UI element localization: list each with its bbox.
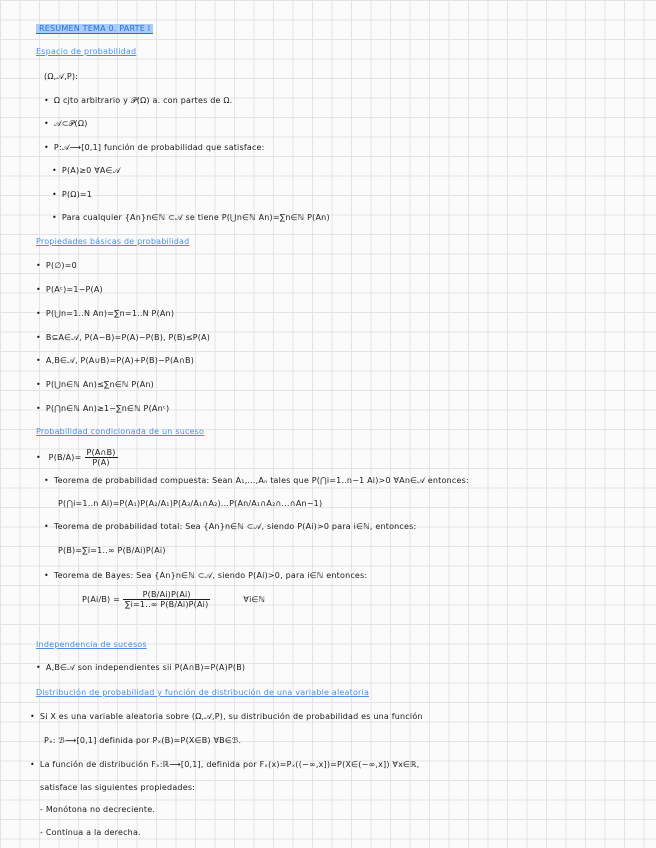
list-item: • B⊆A∈𝒜, P(A−B)=P(A)−P(B), P(B)≤P(A) [36,333,210,343]
list-item: • P(Ω)=1 [52,190,92,199]
bayes-theorem: • Teorema de Bayes: Sea {An}n∈ℕ ⊂𝒜, siendo P(Ai)>0, para i∈ℕ entonces: [44,571,367,581]
list-item: - Continua a la derecha. [40,828,141,837]
list-item: • P(⋃n∈ℕ An)≤∑n∈ℕ P(An) [36,380,154,389]
section-heading-basic-props: Propiedades básicas de probabilidad [36,237,190,246]
section-heading-prob-space: Espacio de probabilidad [36,47,137,56]
compound-theorem: • Teorema de probabilidad compuesta: Sean A₁,...,Aₙ tales que P(⋂i=1..n−1 Ai)>0 ∀An∈𝒜 entonces: [44,476,469,486]
prob-space-intro: (Ω,𝒜,P): [44,72,79,81]
list-item: • La función de distribución Fₓ:ℝ⟶[0,1], definida por Fₓ(x)=Pₓ((−∞,x])=P(X∈(−∞,x]) ∀x∈ℝ, [30,760,419,769]
total-formula: P(B)=∑i=1..∞ P(B/Ai)P(Ai) [58,546,166,555]
list-item: • P(⋃n=1..N An)=∑n=1..N P(An) [36,309,174,318]
total-theorem: • Teorema de probabilidad total: Sea {An}n∈ℕ ⊂𝒜, siendo P(Ai)>0 para i∈ℕ, entonces: [44,522,416,532]
bayes-fraction: $\frac{P(B/Ai)P(Ai)}{\sum i=1..\infty P(B/Ai)P(Ai)}$ [125,590,209,609]
page-title: RESUMEN TEMA 0. PARTE I [36,24,153,33]
list-item: • P(∅)=0 [36,261,77,270]
conditional-definition: • P(B/A)= $\frac{P(A\cap B)}{P(A)}$ [36,448,121,467]
list-item: • A,B∈𝒜, P(A∪B)=P(A)+P(B)−P(A∩B) [36,356,194,366]
list-item: • A,B∈𝒜 son independientes sii P(A∩B)=P(A)P(B) [36,663,245,673]
section-heading-independence: Independencia de sucesos [36,640,147,649]
list-item: • 𝒜⊂𝒫(Ω) [44,119,88,129]
compound-formula: P(⋂i=1..n Ai)=P(A₁)P(A₂/A₁)P(A₃/A₁∩A₂)...P(An/A₁∩A₂∩...∩An−1) [58,499,323,508]
section-heading-distribution: Distribución de probabilidad y función de distribución de una variable aleatoria [36,688,370,697]
list-item: • Ω cjto arbitrario y 𝒫(Ω) a. con partes de Ω. [44,96,232,106]
section-heading-conditional: Probabilidad condicionada de un suceso [36,427,205,436]
list-item: • P:𝒜⟶[0,1] función de probabilidad que satisface: [44,143,265,153]
list-item: • P(Aᶜ)=1−P(A) [36,285,103,294]
conditional-fraction: $\frac{P(A\cap B)}{P(A)}$ [86,448,116,467]
list-item: • P(A)≥0 ∀A∈𝒜 [52,166,120,176]
bayes-formula: P(Ai/B) = $\frac{P(B/Ai)P(Ai)}{\sum i=1..\infty P(B/Ai)P(Ai)}$ ∀i∈ℕ [82,590,266,609]
list-item: • Para cualquier {An}n∈ℕ ⊂𝒜 se tiene P(⋃n∈ℕ An)=∑n∈ℕ P(An) [52,213,330,223]
distribution-definition: Pₓ: ℬ⟶[0,1] definida por Pₓ(B)=P(X∈B) ∀B∈ℬ. [44,736,242,745]
list-item: - Monótona no decreciente. [40,805,156,814]
distribution-properties-intro: satisface las siguientes propiedades: [40,783,196,792]
list-item: • Si X es una variable aleatoria sobre (Ω,𝒜,P), su distribución de probabilidad es una función [30,712,423,722]
list-item: • P(⋂n∈ℕ An)≥1−∑n∈ℕ P(Anᶜ) [36,404,169,413]
